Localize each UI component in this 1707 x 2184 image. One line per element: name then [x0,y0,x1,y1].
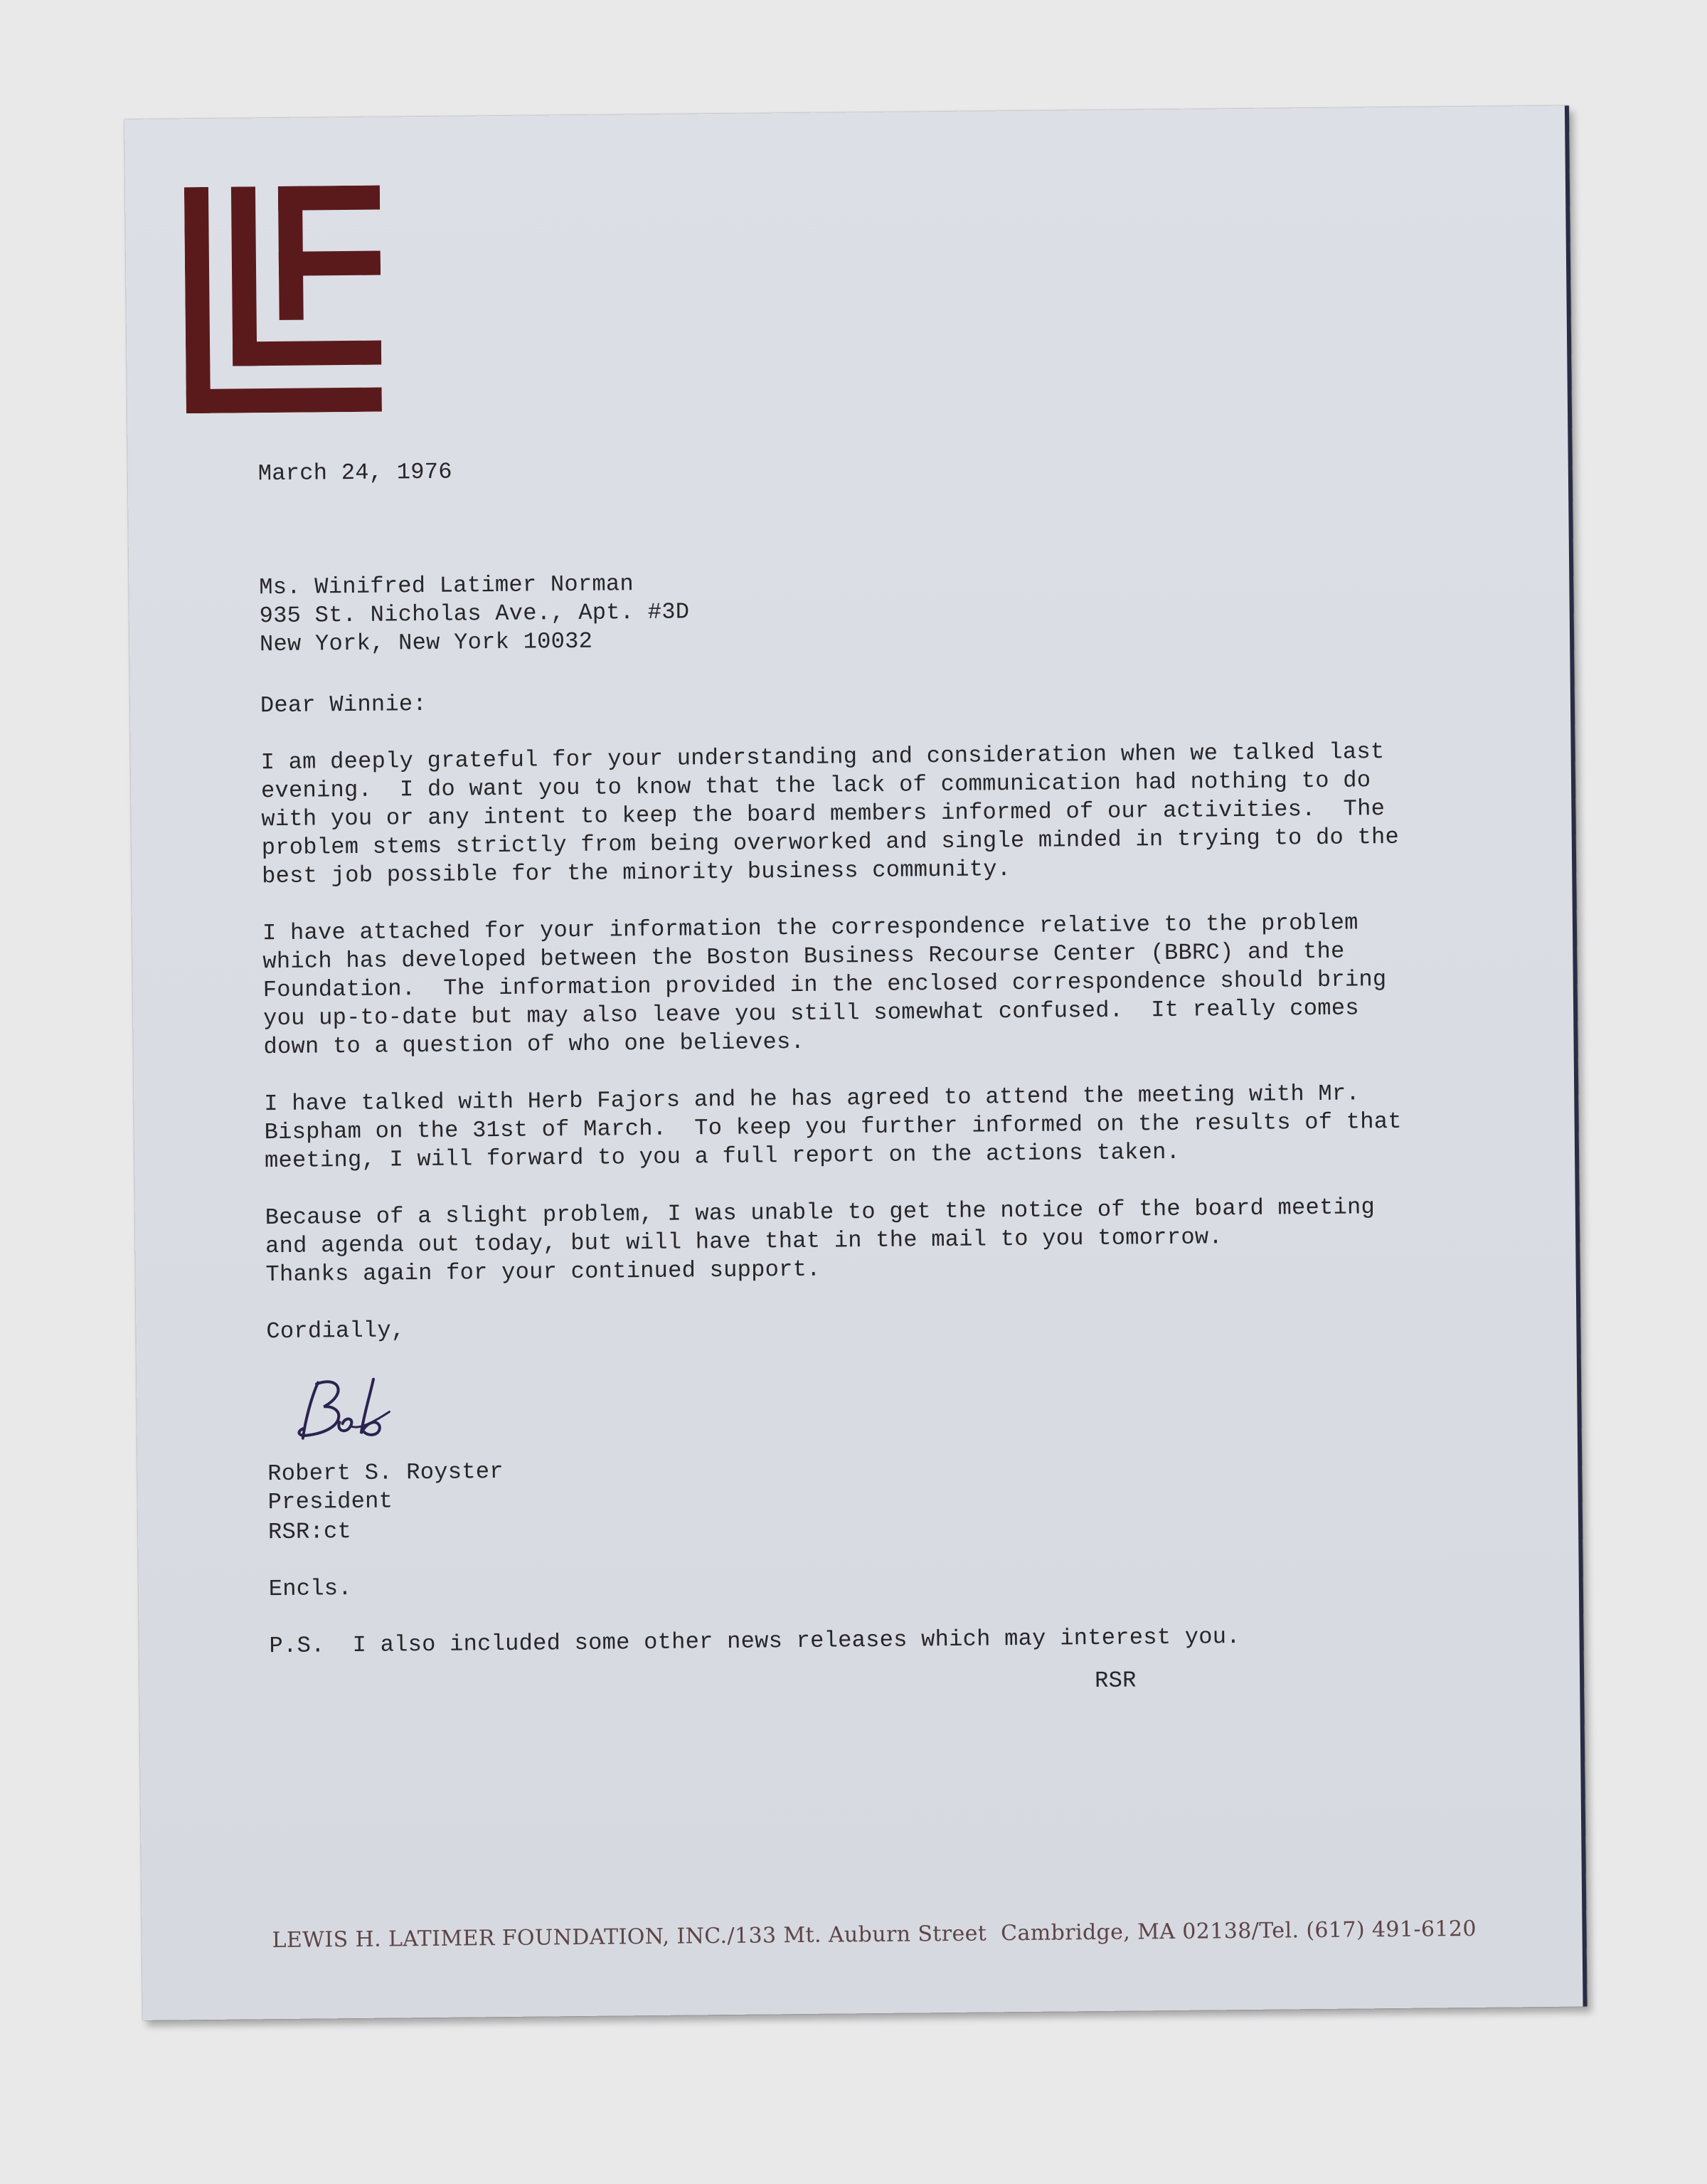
foundation-logo [184,186,382,414]
letterhead-footer: LEWIS H. LATIMER FOUNDATION, INC./133 Mt. Auburn Street Cambridge, MA 02138/Tel. (617) 491-6120 [272,1916,1477,1954]
postscript-initials: RSR [1094,1667,1137,1695]
handwritten-signature [289,1369,397,1448]
thanks-line: Thanks again for your continued support. [265,1256,821,1288]
reference-initials: RSR:ct [267,1518,352,1546]
closing: Cordially, [266,1317,405,1345]
body-paragraph: Because of a slight problem, I was unable to get the notice of the board meeting and agenda out today, but will have that in the mail to you tomorrow. [265,1194,1376,1260]
body-paragraph: I am deeply grateful for your understanding and consideration when we talked last evening. I do want you to know that the lack of communication had nothing to do with you or any intent to keep the board members informed of our activities. The problem stems strictly from being overworked and single minded in trying to do the best job possible for the minority business community. [260,738,1400,890]
body-paragraph: I have talked with Herb Fajors and he has agreed to attend the meeting with Mr. Bispham on the 31st of March. To keep you further informed on the results of that meeting, I will forward to you a full report on the actions taken. [264,1080,1403,1175]
signer-name: Robert S. Royster [267,1458,504,1488]
body-paragraph: I have attached for your information the correspondence relative to the problem which has developed between the Boston Business Recourse Center (BBRC) and the Foundation. The information provided in the enclosed correspondence should bring you up-to-date but may also leave you still somewhat confused. It really comes down to a question of who one believes. [262,909,1387,1061]
enclosures-note: Encls. [268,1575,353,1603]
postscript: P.S. I also included some other news releases which may interest you. [269,1623,1240,1660]
salutation: Dear Winnie: [260,690,427,719]
letter-date: March 24, 1976 [257,458,452,487]
recipient-name: Ms. Winifred Latimer Norman [259,571,634,601]
recipient-street: 935 St. Nicholas Ave., Apt. #3D [259,598,690,630]
recipient-city: New York, New York 10032 [259,627,593,658]
signer-title: President [267,1488,393,1516]
signer-block [267,1458,504,1517]
recipient-address [259,569,690,659]
letter-page [124,106,1588,2020]
